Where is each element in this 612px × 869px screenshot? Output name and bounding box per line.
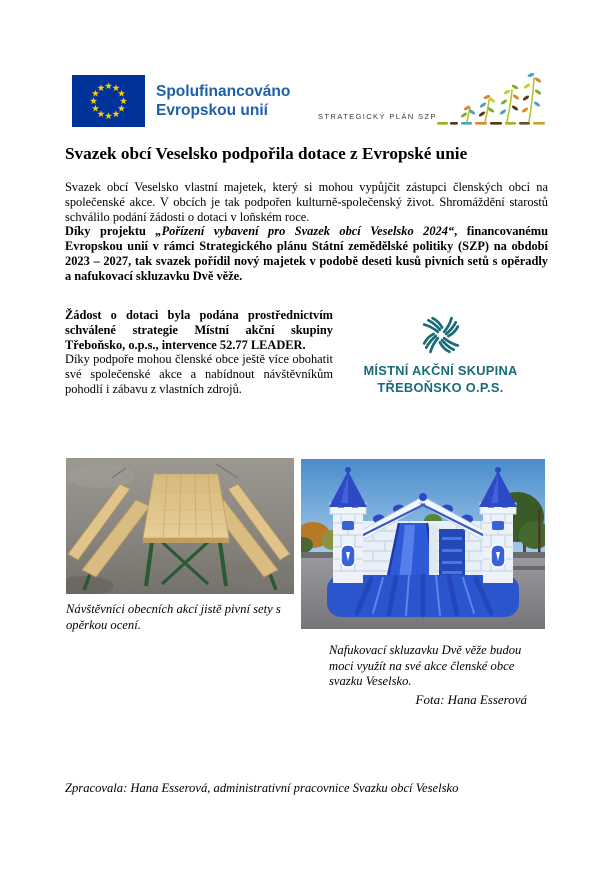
mas-trebonsko-logo	[333, 308, 548, 397]
szp-logo	[318, 66, 549, 128]
photo-credit: Fota: Hana Esserová	[415, 691, 527, 707]
paragraph-3	[65, 308, 333, 397]
eu-logo-line1: Spolufinancováno	[156, 82, 291, 100]
inflatable-slide-caption: Nafukovací skluzavku Dvě věže budou moci využít na své akce členské obce svazku Veselsko.	[329, 643, 522, 688]
inflatable-slide-photo	[301, 459, 545, 629]
eu-logo-line2: Evropskou unií	[156, 102, 268, 119]
paragraph-2	[65, 224, 548, 283]
paragraph-2-prefix: Díky projektu	[65, 224, 156, 239]
beer-set-figure	[66, 458, 294, 633]
mas-logo-line1: MÍSTNÍ AKČNÍ SKUPINA	[363, 363, 518, 378]
project-name-quote: „Pořízení vybavení pro Svazek obcí Veselsko 2024“	[155, 224, 455, 239]
mas-x-icon	[420, 314, 462, 356]
paragraph-1: Svazek obcí Veselsko vlastní majetek, který si mohou vypůjčit zástupci členských obcí na společenské akce. V obcích je tak podpořen kulturně-společenský život. Shromáždění starostů schválilo podání žádosti o dotaci v loňském roce.	[65, 180, 548, 224]
paragraph-3-regular: Díky podpoře mohou členské obce ještě více obohatit své společenské akce a nabídnout návštěvníkům pohodlí i zábavu z vlastních zdrojů.	[65, 352, 333, 396]
page-title: Svazek obcí Veselsko podpořila dotace z Evropské unie	[65, 144, 468, 163]
mas-logo-text	[363, 363, 517, 396]
beer-set-photo	[66, 458, 294, 594]
article-body	[65, 180, 548, 284]
eu-cofunded-logo	[72, 75, 290, 127]
paragraph-2-suffix: , financovanému Evropskou unií v rámci Strategického plánu Státní zemědělské politiky (SZP) na období 2023 – 2027, tak svazek pořídil nový majetek v podobě deseti kusů pivních setů s opěradly a nafukovací skluzavku Dvě věže.	[65, 224, 548, 283]
eu-flag-icon	[72, 75, 145, 127]
szp-logo-label: STRATEGICKÝ PLÁN SZP	[318, 112, 437, 121]
two-column-section	[65, 308, 548, 397]
paragraph-3-bold: Žádost o dotaci byla podána prostřednictvím schválené strategie Místní akční skupiny Třeboňsko, o.p.s., intervence 52.77 LEADER.	[65, 308, 333, 352]
beer-set-caption: Návštěvníci obecních akcí jistě pivní sety s opěrkou ocení.	[66, 602, 281, 632]
szp-plants-icon	[437, 70, 549, 128]
inflatable-slide-figure	[301, 459, 545, 708]
mas-logo-line2: TŘEBOŇSKO O.P.S.	[377, 379, 504, 395]
author-credit: Zpracovala: Hana Esserová, administrativní pracovnice Svazku obcí Veselsko	[65, 781, 459, 795]
eu-logo-text	[156, 82, 290, 121]
